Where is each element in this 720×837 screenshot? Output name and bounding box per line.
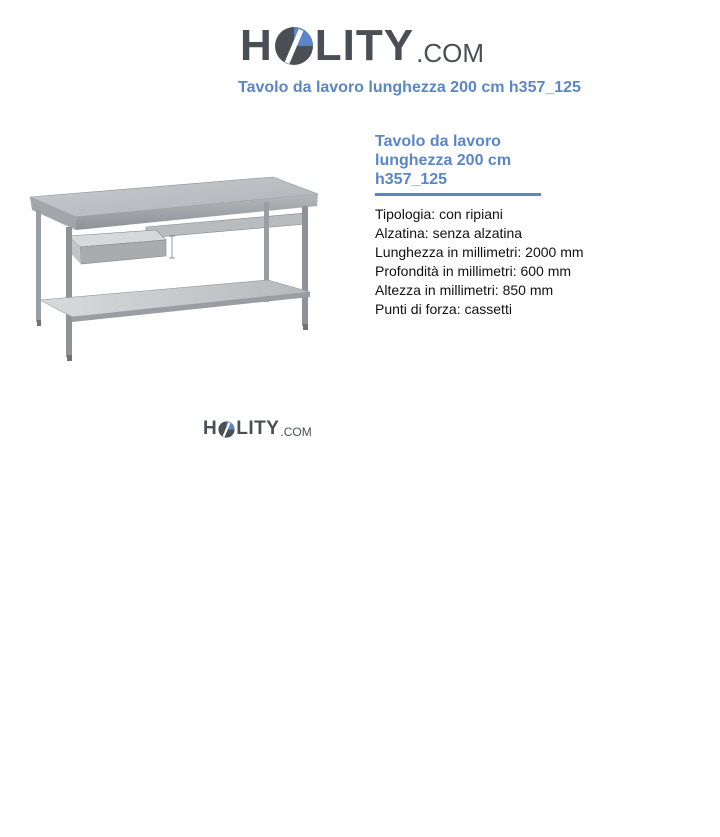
work-table-image — [28, 172, 320, 364]
spec-item: Altezza in millimetri: 850 mm — [375, 282, 554, 298]
page-title: Tavolo da lavoro lunghezza 200 cm h357_125 — [238, 79, 581, 96]
spec-item: Lunghezza in millimetri: 2000 mm — [375, 244, 584, 260]
spec-item: Alzatina: senza alzatina — [375, 225, 523, 241]
logo-suffix: .COM — [416, 38, 484, 68]
spec-list — [375, 205, 584, 319]
logo-text-right: LITY — [314, 21, 415, 70]
logo-small-text-right: LITY — [236, 418, 280, 439]
logo-o-icon — [274, 26, 314, 66]
logo-text-left: H — [240, 21, 273, 70]
logo-small-suffix: .COM — [280, 425, 312, 439]
spec-item: Tipologia: con ripiani — [375, 206, 503, 222]
logo-small-o-icon — [218, 421, 235, 438]
brand-logo-small — [203, 417, 312, 439]
spec-item: Profondità in millimetri: 600 mm — [375, 263, 572, 279]
logo-small-text-left: H — [203, 418, 218, 439]
product-name: Tavolo da lavoro lunghezza 200 cm h357_125 — [375, 133, 512, 188]
title-divider — [375, 193, 541, 196]
spec-item: Punti di forza: cassetti — [375, 301, 512, 317]
brand-logo — [240, 14, 484, 68]
